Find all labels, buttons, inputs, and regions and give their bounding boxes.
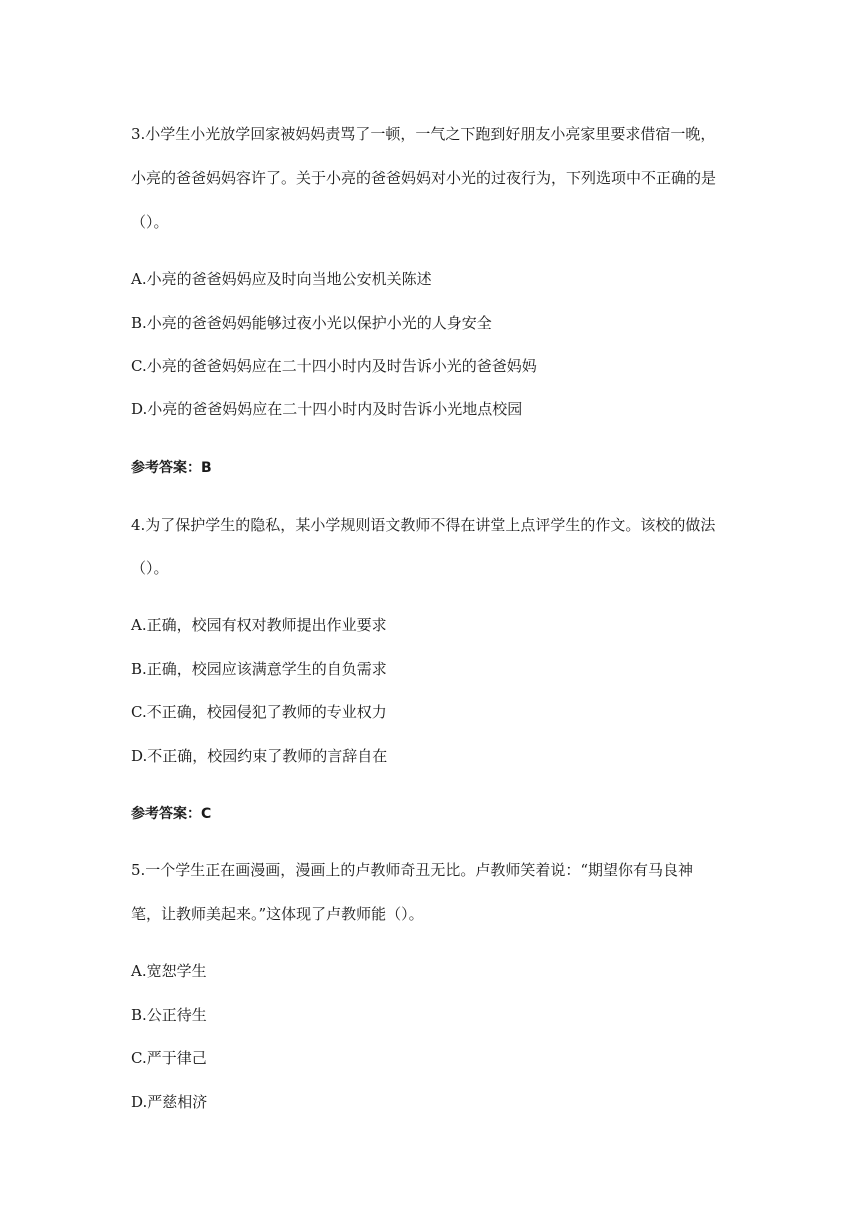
- q4-stem-line-1: 4.为了保护学生的隐私，某小学规则语文教师不得在讲堂上点评学生的作文。该校的做法: [131, 516, 716, 534]
- q5-option-d: D.严慈相济: [131, 1093, 208, 1111]
- q3-stem-line-2: 小亮的爸爸妈妈容许了。关于小亮的爸爸妈妈对小光的过夜行为，下列选项中不正确的是: [131, 169, 717, 187]
- q3-stem-line-1: 3.小学生小光放学回家被妈妈责骂了一顿，一气之下跑到好朋友小亮家里要求借宿一晚，: [131, 125, 716, 143]
- q4-answer: 参考答案：C: [131, 806, 212, 822]
- q4-option-c: C.不正确，校园侵犯了教师的专业权力: [131, 703, 387, 721]
- q4-stem-line-2: （）。: [131, 559, 169, 577]
- q3-option-c: C.小亮的爸爸妈妈应在二十四小时内及时告诉小光的爸爸妈妈: [131, 357, 537, 375]
- q5-option-c: C.严于律己: [131, 1049, 207, 1067]
- q3-option-a: A.小亮的爸爸妈妈应及时向当地公安机关陈述: [131, 270, 432, 288]
- q5-stem-line-1: 5.一个学生正在画漫画，漫画上的卢教师奇丑无比。卢教师笑着说：“期望你有马良神: [131, 861, 693, 879]
- q5-stem-line-2: 笔，让教师美起来。”这体现了卢教师能（）。: [131, 905, 424, 923]
- q3-answer: 参考答案：B: [131, 460, 212, 476]
- q4-option-d: D.不正确，校园约束了教师的言辞自在: [131, 747, 388, 765]
- q5-option-a: A.宽恕学生: [131, 962, 207, 980]
- q3-option-d: D.小亮的爸爸妈妈应在二十四小时内及时告诉小光地点校园: [131, 400, 523, 418]
- q3-stem-line-3: （）。: [131, 213, 169, 231]
- q4-option-b: B.正确，校园应该满意学生的自负需求: [131, 660, 387, 678]
- q5-option-b: B.公正待生: [131, 1006, 207, 1024]
- q3-option-b: B.小亮的爸爸妈妈能够过夜小光以保护小光的人身安全: [131, 314, 492, 332]
- q4-option-a: A.正确，校园有权对教师提出作业要求: [131, 616, 387, 634]
